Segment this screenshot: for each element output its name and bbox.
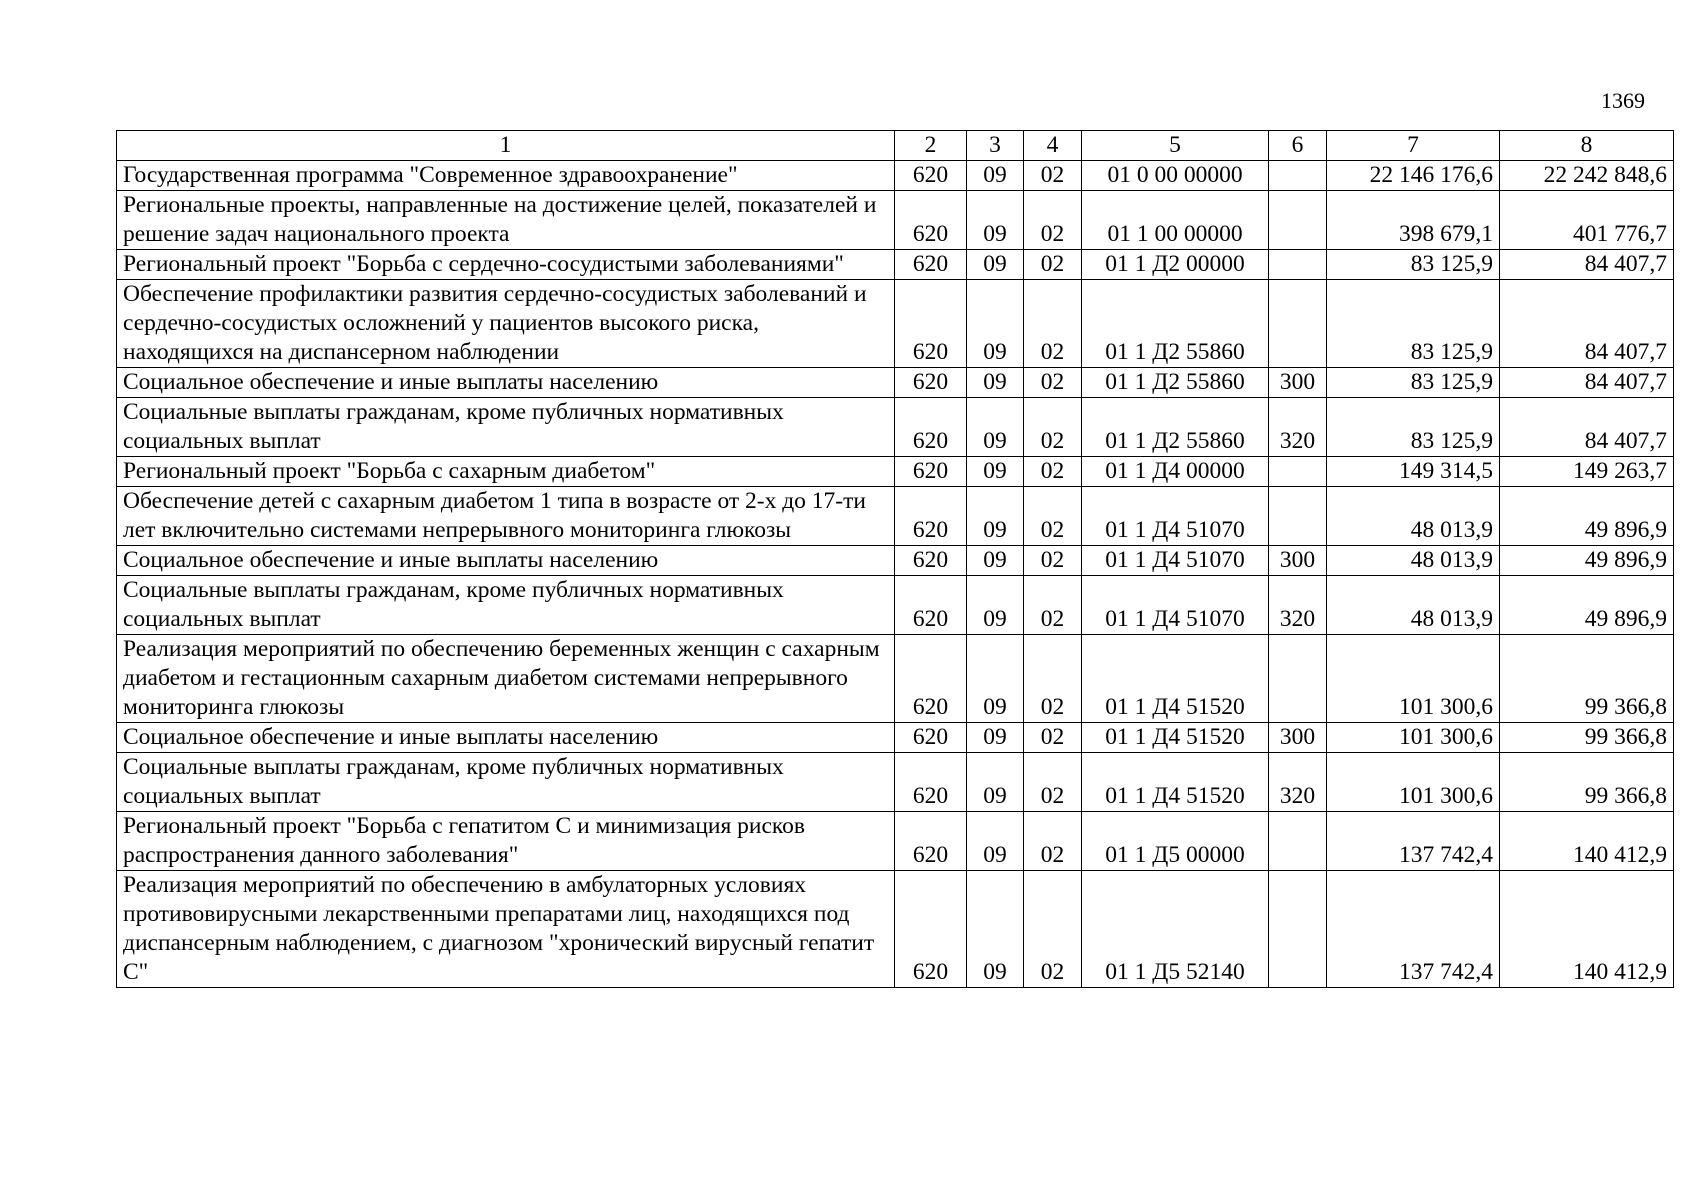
cell-name: Социальное обеспечение и иные выплаты населению <box>117 723 895 753</box>
cell-ministry-code: 620 <box>895 753 967 812</box>
cell-subsection: 02 <box>1024 753 1082 812</box>
cell-subsection: 02 <box>1024 398 1082 457</box>
cell-ministry-code: 620 <box>895 250 967 280</box>
cell-amount-year-2: 99 366,8 <box>1500 635 1674 723</box>
cell-ministry-code: 620 <box>895 368 967 398</box>
cell-amount-year-2: 84 407,7 <box>1500 280 1674 368</box>
cell-amount-year-1: 48 013,9 <box>1327 576 1500 635</box>
cell-expense-type <box>1269 871 1327 988</box>
cell-subsection: 02 <box>1024 812 1082 871</box>
cell-name: Региональные проекты, направленные на достижение целей, показателей и решение задач национального проекта <box>117 191 895 250</box>
cell-amount-year-1: 101 300,6 <box>1327 753 1500 812</box>
cell-name: Региональный проект "Борьба с гепатитом С и минимизация рисков распространения данного заболевания" <box>117 812 895 871</box>
table-row <box>117 191 1674 250</box>
header-col-7: 7 <box>1327 131 1500 161</box>
cell-expense-type <box>1269 812 1327 871</box>
cell-ministry-code: 620 <box>895 723 967 753</box>
cell-target-article: 01 1 Д2 55860 <box>1082 368 1269 398</box>
cell-ministry-code: 620 <box>895 398 967 457</box>
cell-name: Социальное обеспечение и иные выплаты населению <box>117 546 895 576</box>
cell-section: 09 <box>967 250 1024 280</box>
cell-name: Социальные выплаты гражданам, кроме публичных нормативных социальных выплат <box>117 398 895 457</box>
cell-amount-year-2: 99 366,8 <box>1500 723 1674 753</box>
cell-amount-year-1: 83 125,9 <box>1327 398 1500 457</box>
cell-expense-type: 300 <box>1269 723 1327 753</box>
cell-ministry-code: 620 <box>895 487 967 546</box>
cell-section: 09 <box>967 576 1024 635</box>
cell-name: Обеспечение детей с сахарным диабетом 1 типа в возрасте от 2-х до 17-ти лет включительно системами непрерывного мониторинга глюкозы <box>117 487 895 546</box>
cell-ministry-code: 620 <box>895 457 967 487</box>
cell-expense-type <box>1269 280 1327 368</box>
cell-target-article: 01 1 Д4 51070 <box>1082 546 1269 576</box>
cell-amount-year-2: 49 896,9 <box>1500 546 1674 576</box>
cell-section: 09 <box>967 368 1024 398</box>
cell-subsection: 02 <box>1024 871 1082 988</box>
cell-expense-type: 320 <box>1269 398 1327 457</box>
cell-section: 09 <box>967 723 1024 753</box>
cell-expense-type: 320 <box>1269 753 1327 812</box>
header-col-5: 5 <box>1082 131 1269 161</box>
cell-amount-year-1: 101 300,6 <box>1327 723 1500 753</box>
cell-name: Государственная программа "Современное здравоохранение" <box>117 161 895 191</box>
cell-subsection: 02 <box>1024 250 1082 280</box>
cell-amount-year-1: 137 742,4 <box>1327 812 1500 871</box>
cell-ministry-code: 620 <box>895 871 967 988</box>
budget-table <box>116 130 1674 988</box>
cell-name: Обеспечение профилактики развития сердечно-сосудистых заболеваний и сердечно-сосудистых осложнений у пациентов высокого риска, находящихся на диспансерном наблюдении <box>117 280 895 368</box>
table-row <box>117 250 1674 280</box>
header-col-3: 3 <box>967 131 1024 161</box>
cell-expense-type <box>1269 457 1327 487</box>
cell-expense-type <box>1269 191 1327 250</box>
cell-amount-year-2: 401 776,7 <box>1500 191 1674 250</box>
cell-subsection: 02 <box>1024 546 1082 576</box>
table-row <box>117 546 1674 576</box>
cell-target-article: 01 1 Д4 51070 <box>1082 487 1269 546</box>
cell-name: Социальные выплаты гражданам, кроме публичных нормативных социальных выплат <box>117 576 895 635</box>
cell-expense-type <box>1269 635 1327 723</box>
cell-subsection: 02 <box>1024 457 1082 487</box>
cell-subsection: 02 <box>1024 161 1082 191</box>
cell-expense-type: 300 <box>1269 368 1327 398</box>
cell-amount-year-2: 140 412,9 <box>1500 871 1674 988</box>
cell-subsection: 02 <box>1024 280 1082 368</box>
cell-expense-type <box>1269 487 1327 546</box>
table-row <box>117 753 1674 812</box>
cell-target-article: 01 1 Д4 51520 <box>1082 723 1269 753</box>
table-row <box>117 457 1674 487</box>
cell-ministry-code: 620 <box>895 576 967 635</box>
cell-target-article: 01 1 Д4 51520 <box>1082 635 1269 723</box>
cell-target-article: 01 1 Д5 00000 <box>1082 812 1269 871</box>
cell-ministry-code: 620 <box>895 635 967 723</box>
page-number: 1369 <box>1601 88 1645 113</box>
cell-expense-type: 300 <box>1269 546 1327 576</box>
cell-amount-year-2: 84 407,7 <box>1500 398 1674 457</box>
table-row <box>117 368 1674 398</box>
cell-target-article: 01 1 Д2 55860 <box>1082 398 1269 457</box>
cell-target-article: 01 1 Д2 55860 <box>1082 280 1269 368</box>
cell-target-article: 01 1 Д4 51520 <box>1082 753 1269 812</box>
cell-expense-type: 320 <box>1269 576 1327 635</box>
cell-amount-year-1: 48 013,9 <box>1327 487 1500 546</box>
cell-section: 09 <box>967 191 1024 250</box>
cell-ministry-code: 620 <box>895 161 967 191</box>
cell-expense-type <box>1269 250 1327 280</box>
cell-name: Реализация мероприятий по обеспечению в амбулаторных условиях противовирусными лекарственными препаратами лиц, находящихся под диспансерным наблюдением, с диагнозом "хронический вирусный гепатит С" <box>117 871 895 988</box>
cell-expense-type <box>1269 161 1327 191</box>
cell-section: 09 <box>967 871 1024 988</box>
header-row <box>117 131 1674 161</box>
table-header <box>117 131 1674 161</box>
cell-amount-year-1: 83 125,9 <box>1327 250 1500 280</box>
table-row <box>117 812 1674 871</box>
header-col-4: 4 <box>1024 131 1082 161</box>
cell-subsection: 02 <box>1024 487 1082 546</box>
cell-amount-year-2: 49 896,9 <box>1500 487 1674 546</box>
cell-target-article: 01 1 Д4 51070 <box>1082 576 1269 635</box>
cell-amount-year-2: 140 412,9 <box>1500 812 1674 871</box>
header-col-8: 8 <box>1500 131 1674 161</box>
cell-amount-year-1: 101 300,6 <box>1327 635 1500 723</box>
table-row <box>117 487 1674 546</box>
cell-ministry-code: 620 <box>895 546 967 576</box>
cell-ministry-code: 620 <box>895 280 967 368</box>
cell-target-article: 01 1 00 00000 <box>1082 191 1269 250</box>
table-body <box>117 161 1674 988</box>
table-row <box>117 576 1674 635</box>
cell-amount-year-2: 84 407,7 <box>1500 368 1674 398</box>
cell-name: Региональный проект "Борьба с сахарным диабетом" <box>117 457 895 487</box>
cell-section: 09 <box>967 812 1024 871</box>
table-row <box>117 635 1674 723</box>
cell-section: 09 <box>967 398 1024 457</box>
cell-amount-year-2: 49 896,9 <box>1500 576 1674 635</box>
cell-ministry-code: 620 <box>895 812 967 871</box>
cell-section: 09 <box>967 457 1024 487</box>
cell-amount-year-1: 48 013,9 <box>1327 546 1500 576</box>
cell-subsection: 02 <box>1024 576 1082 635</box>
header-col-2: 2 <box>895 131 967 161</box>
cell-subsection: 02 <box>1024 191 1082 250</box>
cell-name: Региональный проект "Борьба с сердечно-сосудистыми заболеваниями" <box>117 250 895 280</box>
cell-name: Социальное обеспечение и иные выплаты населению <box>117 368 895 398</box>
cell-amount-year-2: 149 263,7 <box>1500 457 1674 487</box>
cell-target-article: 01 1 Д2 00000 <box>1082 250 1269 280</box>
cell-subsection: 02 <box>1024 723 1082 753</box>
cell-subsection: 02 <box>1024 368 1082 398</box>
cell-amount-year-1: 83 125,9 <box>1327 280 1500 368</box>
cell-section: 09 <box>967 546 1024 576</box>
cell-amount-year-2: 22 242 848,6 <box>1500 161 1674 191</box>
cell-section: 09 <box>967 635 1024 723</box>
header-col-1: 1 <box>117 131 895 161</box>
table-row <box>117 161 1674 191</box>
header-col-6: 6 <box>1269 131 1327 161</box>
cell-amount-year-1: 149 314,5 <box>1327 457 1500 487</box>
cell-amount-year-1: 398 679,1 <box>1327 191 1500 250</box>
cell-section: 09 <box>967 280 1024 368</box>
cell-amount-year-2: 84 407,7 <box>1500 250 1674 280</box>
cell-amount-year-1: 22 146 176,6 <box>1327 161 1500 191</box>
table-row <box>117 398 1674 457</box>
table-row <box>117 280 1674 368</box>
cell-target-article: 01 1 Д4 00000 <box>1082 457 1269 487</box>
cell-target-article: 01 0 00 00000 <box>1082 161 1269 191</box>
cell-name: Реализация мероприятий по обеспечению беременных женщин с сахарным диабетом и гестационным сахарным диабетом системами непрерывного мониторинга глюкозы <box>117 635 895 723</box>
cell-section: 09 <box>967 487 1024 546</box>
cell-section: 09 <box>967 161 1024 191</box>
cell-subsection: 02 <box>1024 635 1082 723</box>
table-row <box>117 723 1674 753</box>
cell-target-article: 01 1 Д5 52140 <box>1082 871 1269 988</box>
cell-amount-year-2: 99 366,8 <box>1500 753 1674 812</box>
cell-section: 09 <box>967 753 1024 812</box>
table-row <box>117 871 1674 988</box>
cell-amount-year-1: 83 125,9 <box>1327 368 1500 398</box>
cell-ministry-code: 620 <box>895 191 967 250</box>
cell-name: Социальные выплаты гражданам, кроме публичных нормативных социальных выплат <box>117 753 895 812</box>
cell-amount-year-1: 137 742,4 <box>1327 871 1500 988</box>
